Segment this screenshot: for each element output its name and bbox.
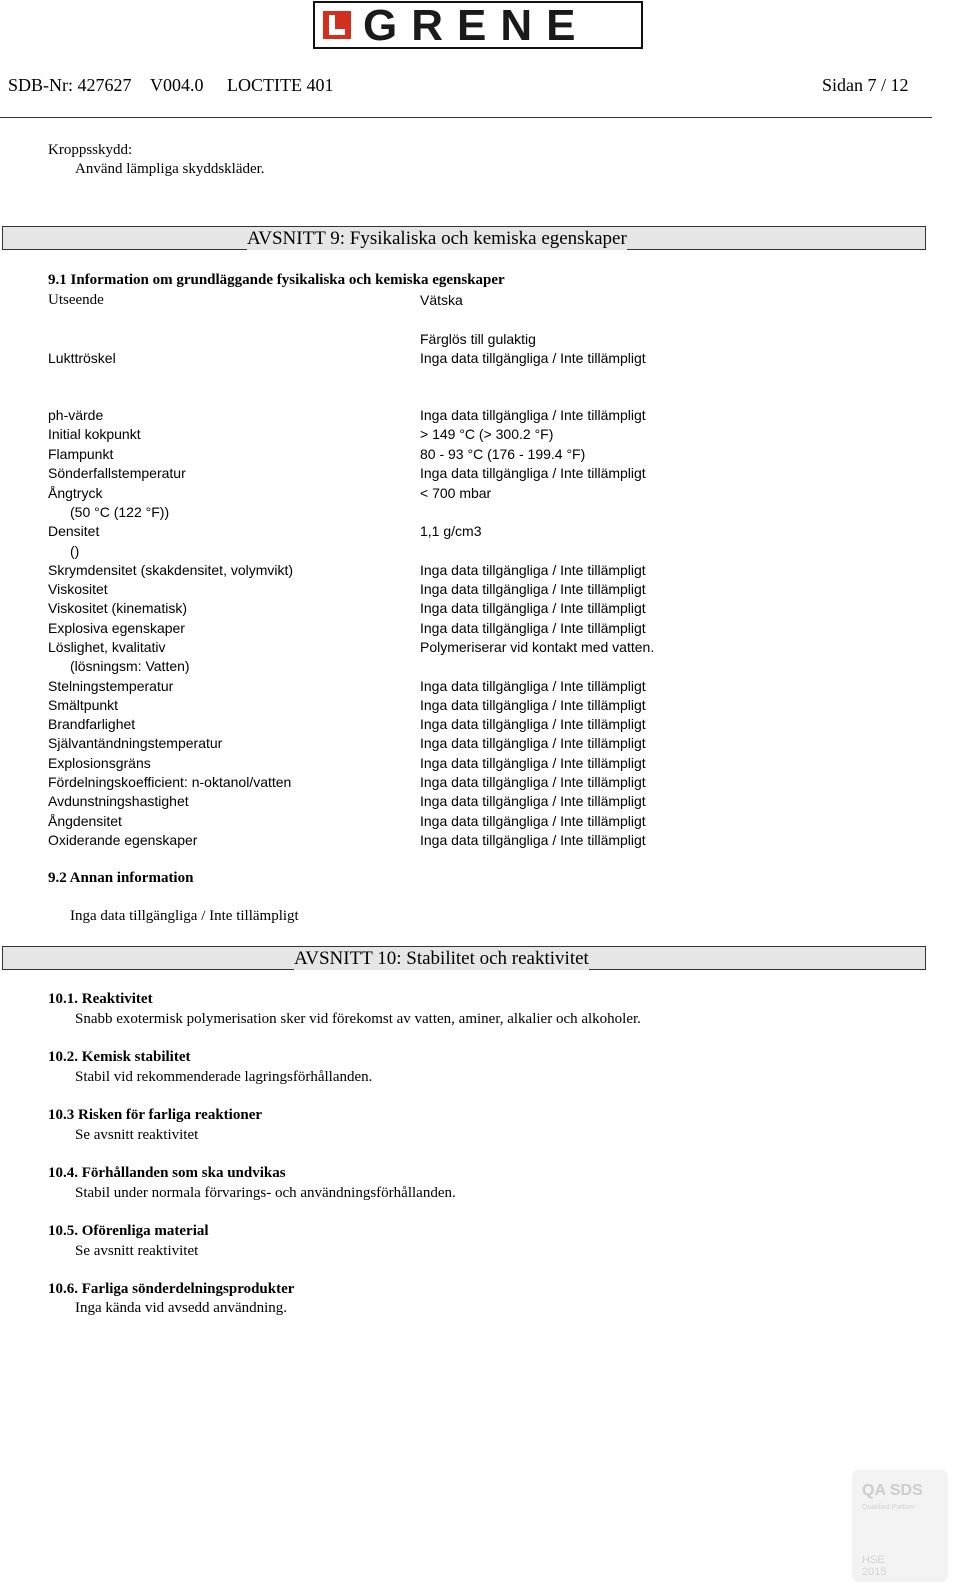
property-label: Ångtryck [48,485,103,501]
watermark-subtitle: Qualified Partner [862,1504,915,1511]
page-number: Sidan 7 / 12 [822,75,909,95]
property-value: Inga data tillgängliga / Inte tillämpligt [420,813,646,829]
hazardous-reactions-text: Se avsnitt reaktivitet [75,1127,199,1143]
property-label: Fördelningskoefficient: n-oktanol/vatten [48,774,292,790]
subsection-9-2-title: 9.2 Annan information [48,870,194,886]
property-value: Inga data tillgängliga / Inte tillämpligt [420,774,646,790]
property-label: Viskositet [48,581,108,597]
reactivity-text: Snabb exotermisk polymerisation sker vid förekomst av vatten, aminer, alkalier och alkoholer. [75,1011,641,1027]
subsection-9-1-title: 9.1 Information om grundläggande fysikaliska och kemiska egenskaper [48,272,505,288]
chemical-stability-text: Stabil vid rekommenderade lagringsförhållanden. [75,1069,373,1085]
property-label: Avdunstningshastighet [48,793,189,809]
property-value: Inga data tillgängliga / Inte tillämpligt [420,716,646,732]
header-divider [0,117,932,118]
appearance-color: Färglös till gulaktig [420,331,536,347]
property-value: Polymeriserar vid kontakt med vatten. [420,639,655,655]
grene-logo [313,1,643,49]
appearance-value: Vätska [420,292,463,308]
property-value: Inga data tillgängliga / Inte tillämpligt [420,793,646,809]
product-name: LOCTITE 401 [227,75,334,95]
property-label: Explosionsgräns [48,755,151,771]
decomposition-products-heading: 10.6. Farliga sönderdelningsprodukter [48,1281,295,1297]
decomposition-products-text: Inga kända vid avsedd användning. [75,1300,288,1316]
subsection-9-2-text: Inga data tillgängliga / Inte tillämpligt [70,908,299,924]
property-label: (50 °C (122 °F)) [70,504,170,520]
incompatible-materials-heading: 10.5. Oförenliga material [48,1223,209,1239]
property-value: Inga data tillgängliga / Inte tillämpligt [420,600,646,616]
reactivity-heading: 10.1. Reaktivitet [48,991,153,1007]
appearance-label: Utseende [48,292,104,308]
section-9-title: AVSNITT 9: Fysikaliska och kemiska egenskaper [247,228,627,249]
property-label: Densitet [48,523,100,539]
property-label: (lösningsm: Vatten) [70,658,190,674]
qa-sds-watermark [852,1470,948,1582]
property-label: Brandfarlighet [48,716,136,732]
property-label: Skrymdensitet (skakdensitet, volymvikt) [48,562,294,578]
property-value: 1,1 g/cm3 [420,523,482,539]
property-label: Flampunkt [48,446,114,462]
property-value: Inga data tillgängliga / Inte tillämpligt [420,755,646,771]
property-value: Inga data tillgängliga / Inte tillämpligt [420,465,646,481]
property-value: 80 - 93 °C (176 - 199.4 °F) [420,446,586,462]
grene-logo-mark-icon [323,11,351,39]
grene-logo-text: GRENE [363,1,590,50]
property-label: Initial kokpunkt [48,426,141,442]
property-value: Inga data tillgängliga / Inte tillämpligt [420,735,646,751]
property-label: () [70,543,80,559]
sdb-number: SDB-Nr: 427627 [8,75,132,95]
odour-threshold-value: Inga data tillgängliga / Inte tillämpligt [420,350,646,366]
property-label: Sönderfallstemperatur [48,465,186,481]
body-protection-label: Kroppsskydd: [48,142,133,158]
watermark-title: QA SDS [862,1482,923,1499]
property-value: < 700 mbar [420,485,492,501]
property-label: Viskositet (kinematisk) [48,600,188,616]
property-label: Självantändningstemperatur [48,735,223,751]
version: V004.0 [150,75,204,95]
property-label: Oxiderande egenskaper [48,832,198,848]
property-value: Inga data tillgängliga / Inte tillämpligt [420,678,646,694]
property-value: > 149 °C (> 300.2 °F) [420,426,554,442]
conditions-to-avoid-text: Stabil under normala förvarings- och användningsförhållanden. [75,1185,456,1201]
property-label: Stelningstemperatur [48,678,174,694]
incompatible-materials-text: Se avsnitt reaktivitet [75,1243,199,1259]
property-value: Inga data tillgängliga / Inte tillämpligt [420,581,646,597]
property-label: Explosiva egenskaper [48,620,185,636]
property-label: Ångdensitet [48,813,122,829]
section-10-title: AVSNITT 10: Stabilitet och reaktivitet [294,948,589,969]
property-label: ph-värde [48,407,104,423]
property-value: Inga data tillgängliga / Inte tillämpligt [420,562,646,578]
body-protection-text: Använd lämpliga skyddskläder. [75,161,265,177]
property-value: Inga data tillgängliga / Inte tillämpligt [420,407,646,423]
chemical-stability-heading: 10.2. Kemisk stabilitet [48,1049,191,1065]
property-value: Inga data tillgängliga / Inte tillämpligt [420,832,646,848]
hazardous-reactions-heading: 10.3 Risken för farliga reaktioner [48,1107,263,1123]
property-value: Inga data tillgängliga / Inte tillämpligt [420,697,646,713]
property-value: Inga data tillgängliga / Inte tillämpligt [420,620,646,636]
odour-threshold-label: Lukttröskel [48,350,116,366]
conditions-to-avoid-heading: 10.4. Förhållanden som ska undvikas [48,1165,286,1181]
property-label: Smältpunkt [48,697,119,713]
property-label: Löslighet, kvalitativ [48,639,166,655]
watermark-footer: HSE 2015 [862,1554,887,1578]
